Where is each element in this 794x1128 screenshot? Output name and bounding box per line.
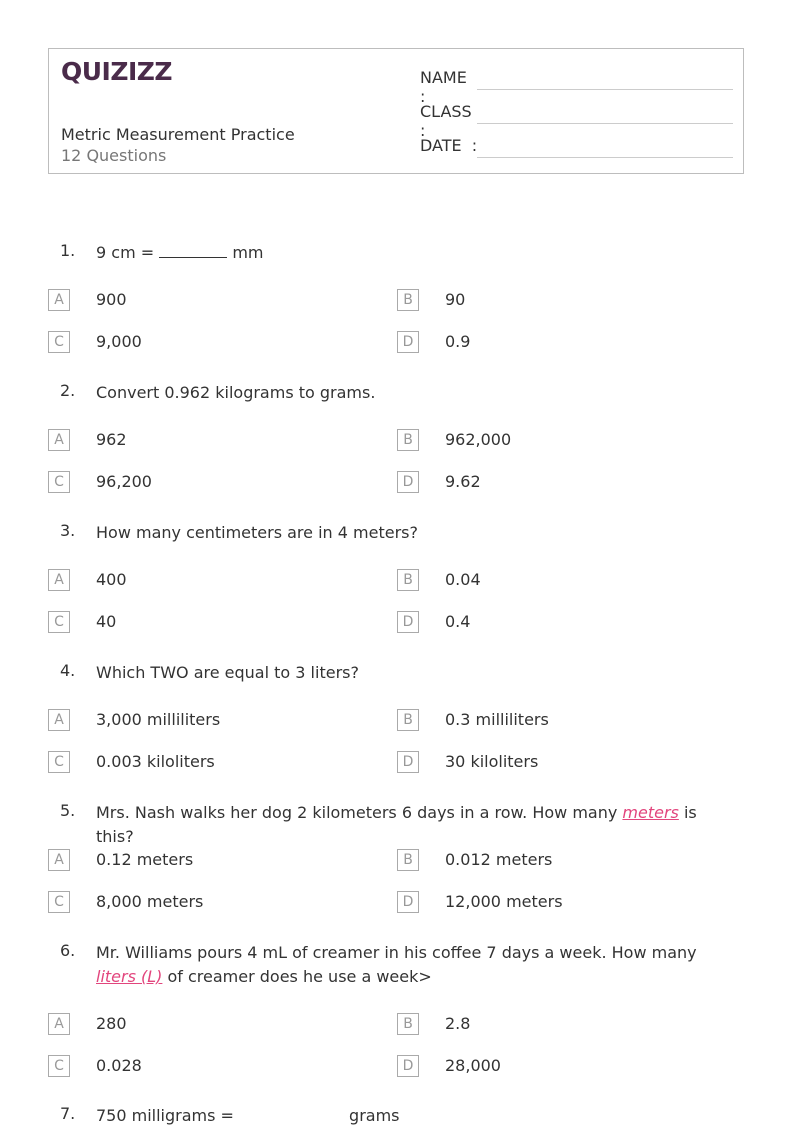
option-text: 0.9 xyxy=(445,332,471,351)
option-letter-box: D xyxy=(397,331,419,353)
option-text: 280 xyxy=(96,1014,127,1033)
worksheet-header xyxy=(48,48,744,174)
emphasized-unit: liters (L) xyxy=(96,967,163,986)
name-field xyxy=(420,68,476,106)
option-letter-box: B xyxy=(397,849,419,871)
question-text-part: is this? xyxy=(96,803,697,846)
question-number: 1. xyxy=(60,241,76,260)
question-text-part: Mrs. Nash walks her dog 2 kilometers 6 days in a row. How many xyxy=(96,803,623,822)
option-letter-box: A xyxy=(48,1013,70,1035)
class-label: CLASS : xyxy=(420,102,472,140)
option-text: 2.8 xyxy=(445,1014,471,1033)
date-line[interactable] xyxy=(477,157,733,158)
option-text: 8,000 meters xyxy=(96,892,204,911)
name-label: NAME : xyxy=(420,68,467,106)
question-text xyxy=(96,941,736,989)
option-letter-box: C xyxy=(48,331,70,353)
option-letter-box: C xyxy=(48,751,70,773)
option-letter-box: B xyxy=(397,709,419,731)
question-text-part: Mr. Williams pours 4 mL of creamer in his coffee 7 days a week. How many xyxy=(96,943,697,962)
question-text-part: of creamer does he use a week> xyxy=(162,967,432,986)
question-number: 3. xyxy=(60,521,76,540)
option-letter-box: B xyxy=(397,1013,419,1035)
option-letter-box: B xyxy=(397,429,419,451)
option-text: 96,200 xyxy=(96,472,152,491)
date-field xyxy=(420,136,476,155)
date-label: DATE : xyxy=(420,136,478,155)
option-text: 40 xyxy=(96,612,117,631)
option-letter-box: B xyxy=(397,569,419,591)
option-letter-box: A xyxy=(48,429,70,451)
option-letter-box: D xyxy=(397,471,419,493)
option-text: 0.3 milliliters xyxy=(445,710,549,729)
option-letter-box: D xyxy=(397,751,419,773)
question-text: Convert 0.962 kilograms to grams. xyxy=(96,383,376,402)
option-letter-box: A xyxy=(48,569,70,591)
option-text: 0.012 meters xyxy=(445,850,553,869)
option-text: 400 xyxy=(96,570,127,589)
option-text: 962,000 xyxy=(445,430,512,449)
question-number: 4. xyxy=(60,661,76,680)
question-count: 12 Questions xyxy=(61,146,167,165)
option-letter-box: D xyxy=(397,1055,419,1077)
question-text xyxy=(96,1104,736,1128)
worksheet-title: Metric Measurement Practice xyxy=(61,125,295,144)
question-number: 2. xyxy=(60,381,76,400)
option-text: 900 xyxy=(96,290,127,309)
option-letter-box: C xyxy=(48,471,70,493)
question-number: 6. xyxy=(60,941,76,960)
question-text xyxy=(96,241,736,265)
question-text-part: 750 milligrams = xyxy=(96,1106,240,1125)
class-line[interactable] xyxy=(477,123,733,124)
option-text: 90 xyxy=(445,290,466,309)
option-text: 9.62 xyxy=(445,472,481,491)
option-letter-box: A xyxy=(48,849,70,871)
option-letter-box: C xyxy=(48,1055,70,1077)
answer-blank xyxy=(159,243,227,258)
question-text: How many centimeters are in 4 meters? xyxy=(96,523,418,542)
option-letter-box: C xyxy=(48,611,70,633)
option-text: 28,000 xyxy=(445,1056,501,1075)
question-text xyxy=(96,801,736,849)
emphasized-unit: meters xyxy=(622,803,679,822)
option-text: 30 kiloliters xyxy=(445,752,539,771)
class-field xyxy=(420,102,476,140)
quizizz-logo: QUIZIZZ xyxy=(61,57,173,86)
option-letter-box: C xyxy=(48,891,70,913)
option-letter-box: D xyxy=(397,891,419,913)
name-line[interactable] xyxy=(477,89,733,90)
option-letter-box: A xyxy=(48,709,70,731)
option-text: 3,000 milliliters xyxy=(96,710,221,729)
option-text: 0.04 xyxy=(445,570,481,589)
option-text: 962 xyxy=(96,430,127,449)
option-text: 0.4 xyxy=(445,612,471,631)
option-letter-box: B xyxy=(397,289,419,311)
question-text: Which TWO are equal to 3 liters? xyxy=(96,663,359,682)
option-letter-box: A xyxy=(48,289,70,311)
question-text-part: 9 cm = xyxy=(96,243,160,262)
option-text: 0.12 meters xyxy=(96,850,194,869)
option-text: 9,000 xyxy=(96,332,142,351)
question-number: 5. xyxy=(60,801,76,820)
question-text-part: grams xyxy=(349,1106,400,1125)
option-text: 0.028 xyxy=(96,1056,142,1075)
option-text: 0.003 kiloliters xyxy=(96,752,215,771)
option-letter-box: D xyxy=(397,611,419,633)
option-text: 12,000 meters xyxy=(445,892,563,911)
question-number: 7. xyxy=(60,1104,76,1123)
question-text-part: mm xyxy=(227,243,264,262)
